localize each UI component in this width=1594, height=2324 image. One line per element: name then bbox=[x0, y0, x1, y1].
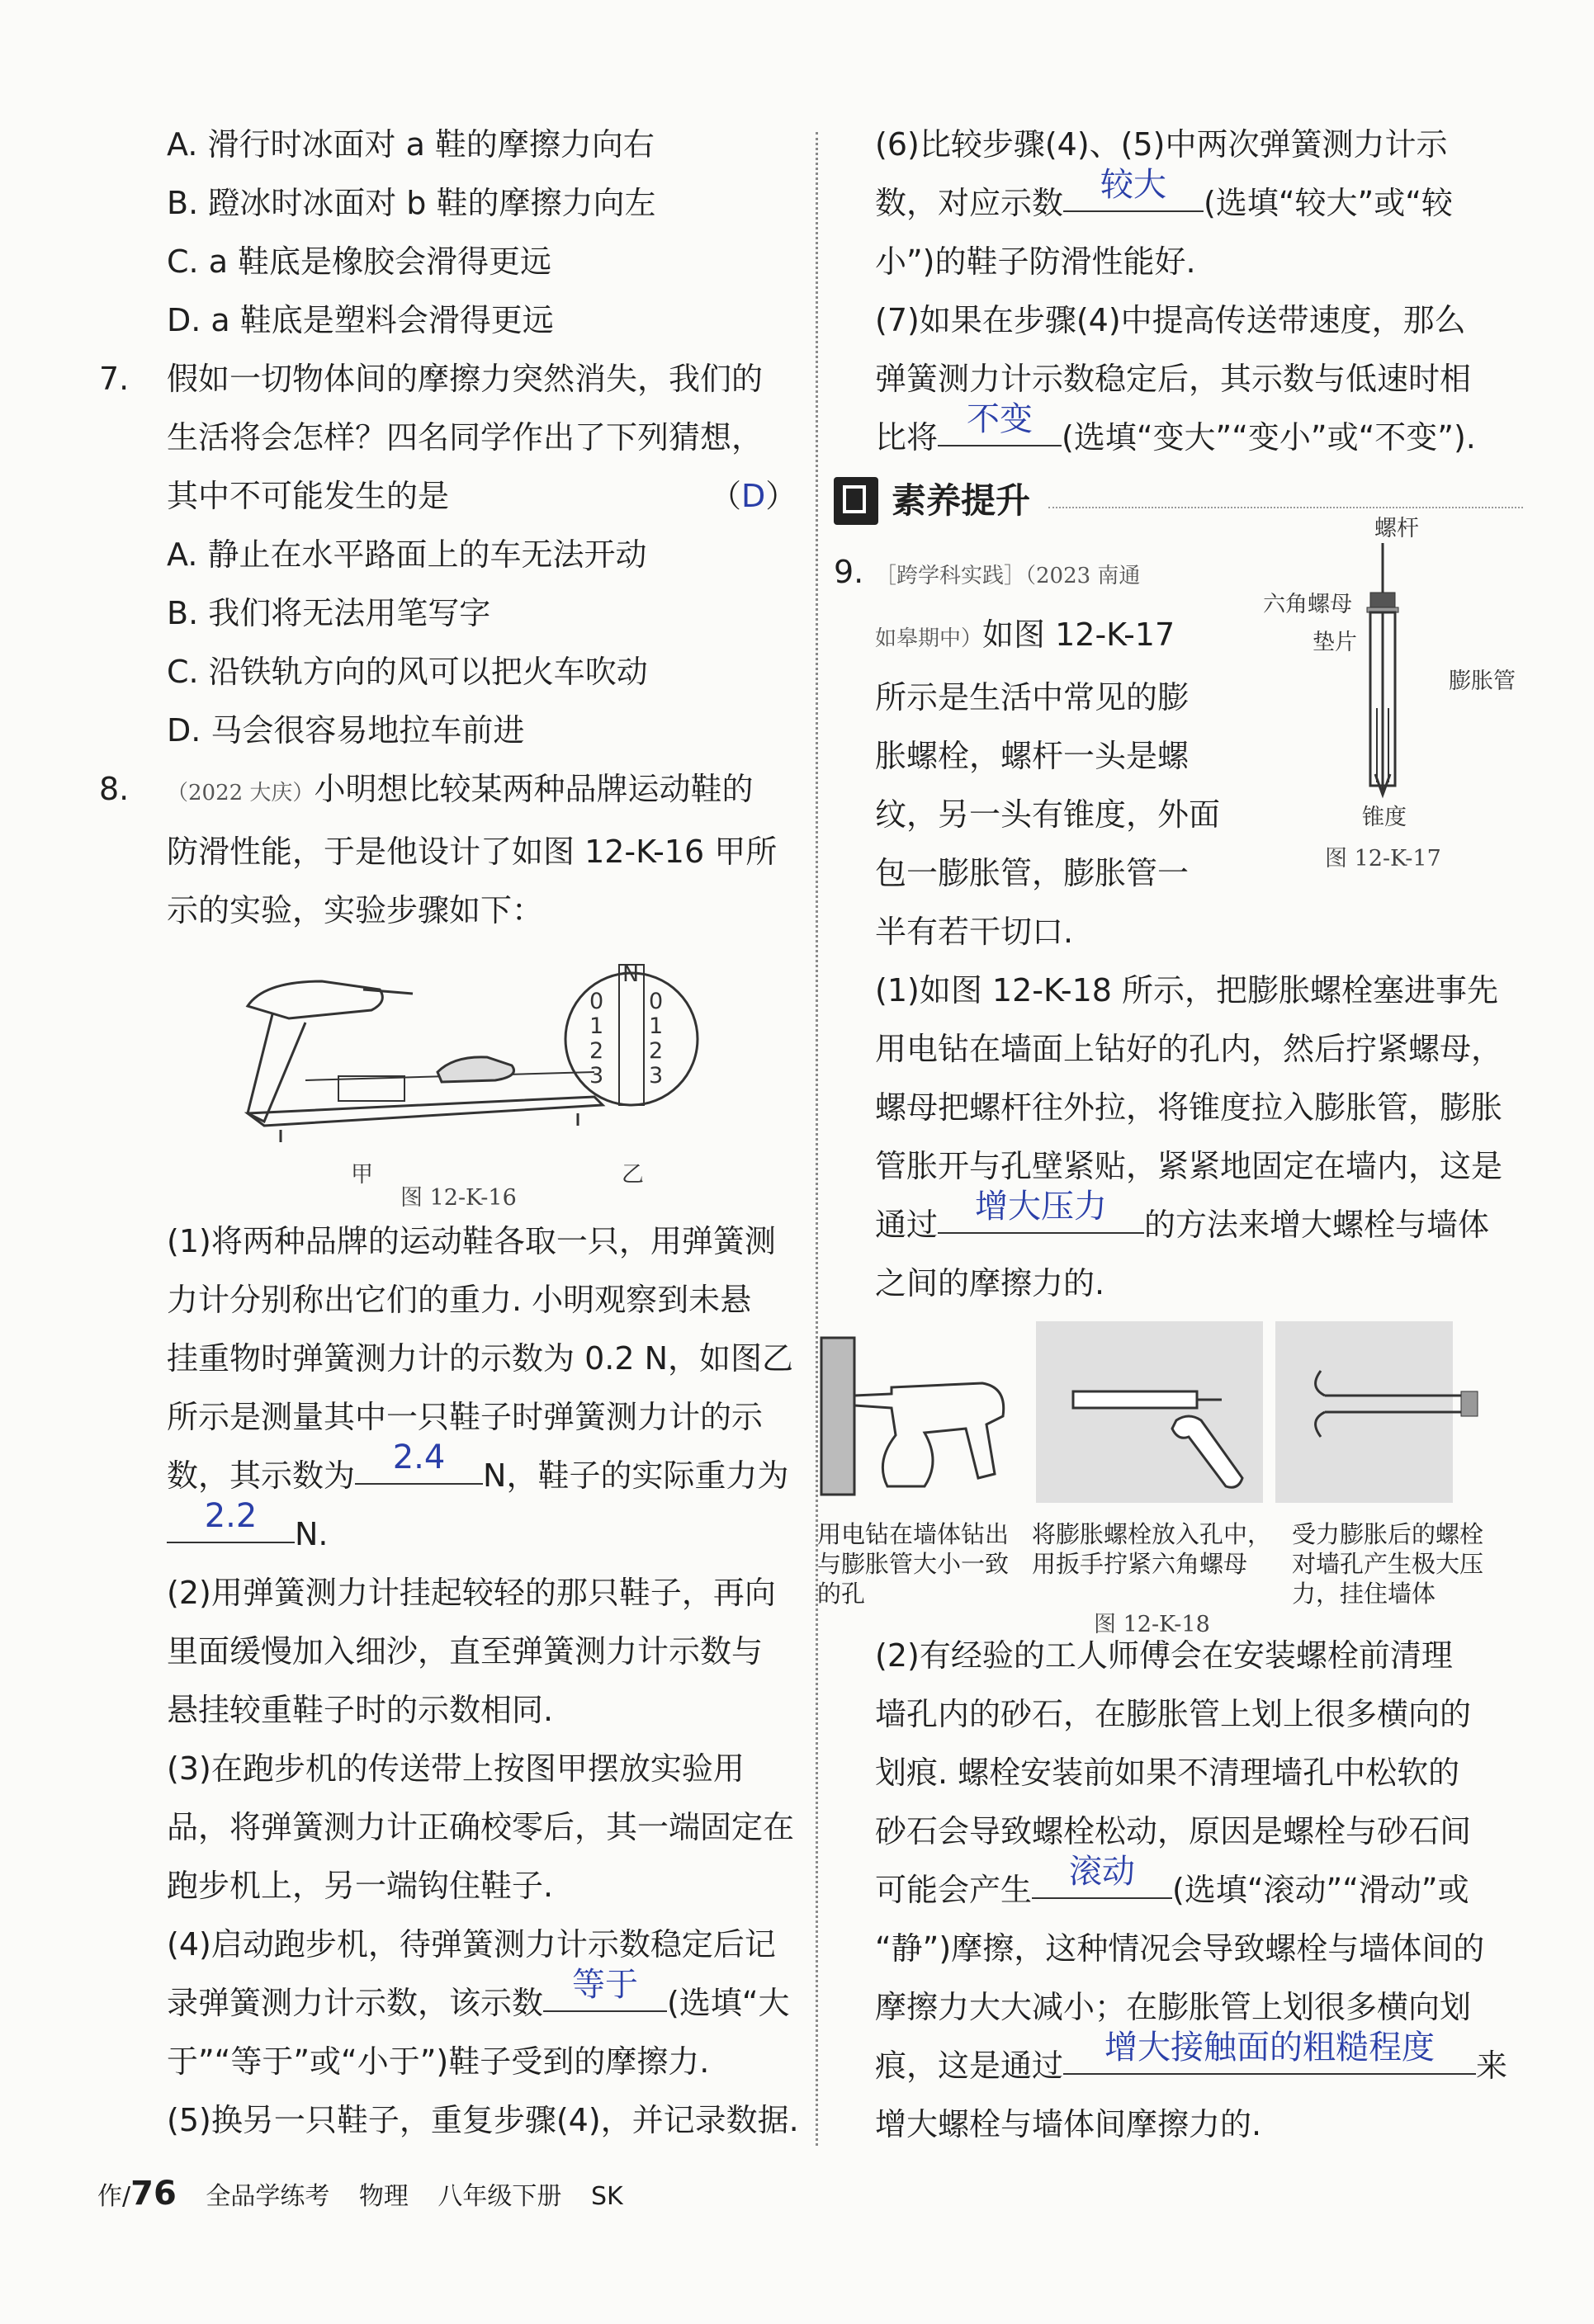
q8-step1-line-2: 力计分别称出它们的重力. 小明观察到未悬 bbox=[167, 1282, 752, 1318]
label-dianpian: 垫片 bbox=[1313, 630, 1357, 655]
wrench-illustration bbox=[1036, 1321, 1263, 1511]
footer-edition: SK bbox=[590, 2182, 623, 2211]
q8-step3-line-3: 跑步机上，另一端钩住鞋子. bbox=[167, 1868, 554, 1904]
q9-line-5: 纹，另一头有锥度，外面 bbox=[875, 796, 1221, 833]
answer-unchanged: 不变 bbox=[967, 400, 1033, 438]
footer-subject: 物理 bbox=[358, 2182, 409, 2211]
figure-12-k-17 bbox=[1263, 510, 1535, 873]
q8-step4-line-3: 于”“等于”或“小于”)鞋子受到的摩擦力. bbox=[167, 2043, 710, 2080]
q9-line-1: 9. ［跨学科实践］（2023 南通 bbox=[834, 543, 1523, 606]
answer-equal: 等于 bbox=[572, 1966, 639, 2004]
q8-step1-line-1: (1)将两种品牌的运动鞋各取一只，用弹簧测 bbox=[167, 1223, 776, 1259]
q9-p1-line-5: 通过 增大压力 的方法来增大螺栓与墙体 bbox=[875, 1188, 1490, 1243]
fig18-text-2: 将膨胀螺栓放入孔中， 用扳手拧紧六角螺母 bbox=[1032, 1520, 1272, 1578]
figure-label-yi: 乙 bbox=[622, 1162, 644, 1188]
expanded-bolt-illustration bbox=[1275, 1321, 1482, 1511]
q8-source: （2022 大庆） bbox=[167, 781, 315, 805]
q7-line-2: 生活将会怎样？四名同学作出了下列猜想， bbox=[167, 419, 764, 456]
q8-step1-line-5: 数，其示数为 2.4 N，鞋子的实际重力为 bbox=[167, 1438, 789, 1494]
drill-illustration bbox=[817, 1330, 1028, 1503]
q7-option-b: B. 我们将无法用笔写字 bbox=[167, 595, 491, 631]
q9-line-6: 包一膨胀管，膨胀管一 bbox=[875, 855, 1190, 891]
label-luogan: 螺杆 bbox=[1374, 516, 1419, 541]
fig18-text-3: 受力膨胀后的螺栓 对墙孔产生极大压 力，挂住墙体 bbox=[1292, 1520, 1484, 1608]
q8-step7-line-3: 比将 不变 (选填“变大”“变小”或“不变”). bbox=[875, 400, 1476, 456]
page-number: 76 bbox=[130, 2175, 177, 2213]
q8-step3-line-2: 品，将弹簧测力计正确校零后，其一端固定在 bbox=[167, 1809, 795, 1845]
q7-answer-paren: （D） bbox=[710, 478, 797, 514]
q9-p1-line-4: 管胀开与孔壁紧贴，紧紧地固定在墙内，这是 bbox=[875, 1148, 1503, 1184]
answer-blank-increase-pressure[interactable] bbox=[938, 1188, 1144, 1234]
q8-step2-line-2: 里面缓慢加入细沙，直至弹簧测力计示数与 bbox=[167, 1633, 764, 1670]
scale-left-numbers: 0 1 2 3 bbox=[589, 989, 604, 1089]
figure-caption-12-k-18: 图 12-K-18 bbox=[1094, 1612, 1210, 1637]
q9-p1-line-3: 螺母把螺杆往外拉，将锥度拉入膨胀管，膨胀 bbox=[875, 1089, 1503, 1126]
q9-line-3: 所示是生活中常见的膨 bbox=[875, 679, 1190, 716]
q9-line-4: 胀螺栓，螺杆一头是螺 bbox=[875, 738, 1190, 774]
q6-option-c: C. a 鞋底是橡胶会滑得更远 bbox=[167, 243, 552, 280]
column-divider bbox=[816, 132, 818, 2146]
q8-step1-line-4: 所示是测量其中一只鞋子时弹簧测力计的示 bbox=[167, 1399, 764, 1435]
q8-step7-line-2: 弹簧测力计示数稳定后，其示数与低速时相 bbox=[875, 361, 1472, 397]
q9-line-2: 如皋期中）如图 12-K-17 bbox=[875, 616, 1175, 653]
answer-blank-reading[interactable] bbox=[355, 1438, 483, 1485]
answer-roughness: 增大接触面的粗糙程度 bbox=[1104, 2029, 1436, 2067]
q8-line-3: 示的实验，实验步骤如下： bbox=[167, 892, 544, 928]
right-column bbox=[817, 116, 1523, 2154]
q9-line-7: 半有若干切口. bbox=[875, 914, 1074, 950]
q8-step2-line-3: 悬挂较重鞋子时的示数相同. bbox=[167, 1692, 554, 1728]
expansion-bolt-illustration bbox=[1346, 543, 1420, 807]
q9-p1-line-1: (1)如图 12-K-18 所示，把膨胀螺栓塞进事先 bbox=[875, 972, 1499, 1008]
q8-step3-line-1: (3)在跑步机的传送带上按图甲摆放实验用 bbox=[167, 1750, 745, 1787]
q8-step7-line-1: (7)如果在步骤(4)中提高传送带速度，那么 bbox=[875, 302, 1466, 338]
answer-blank-rolling[interactable] bbox=[1032, 1853, 1172, 1899]
scale-unit-label: N bbox=[622, 961, 640, 987]
answer-blank-unchanged[interactable] bbox=[938, 400, 1062, 446]
figure-label-jia: 甲 bbox=[351, 1162, 373, 1188]
section-rule bbox=[1048, 507, 1523, 508]
answer-blank-real-weight[interactable] bbox=[167, 1497, 295, 1543]
section-book-icon bbox=[834, 477, 878, 525]
q9-number: 9. bbox=[834, 554, 864, 590]
q8-step1-line-3: 挂重物时弹簧测力计的示数为 0.2 N，如图乙 bbox=[167, 1340, 794, 1377]
answer-increase-pressure: 增大压力 bbox=[975, 1188, 1108, 1226]
answer-blank-larger[interactable] bbox=[1063, 166, 1204, 212]
q7-option-d: D. 马会很容易地拉车前进 bbox=[167, 712, 525, 749]
figure-12-k-18 bbox=[817, 1313, 1523, 1637]
q7-line-3: 其中不可能发生的是 （D） bbox=[99, 467, 809, 526]
q8-number: 8. bbox=[99, 771, 130, 807]
answer-larger: 较大 bbox=[1100, 166, 1167, 204]
q6-option-a: A. 滑行时冰面对 a 鞋的摩擦力向右 bbox=[167, 126, 655, 163]
label-zhuidu: 锥度 bbox=[1362, 805, 1407, 830]
q9-p2-line-2: 墙孔内的砂石，在膨胀管上划上很多横向的 bbox=[875, 1696, 1472, 1732]
q8-line-1: 8. （2022 大庆）小明想比较某两种品牌运动鞋的 bbox=[99, 760, 809, 823]
q9-p1-line-6: 之间的摩擦力的. bbox=[875, 1265, 1105, 1301]
left-column bbox=[99, 116, 809, 2150]
q8-step4-line-1: (4)启动跑步机，待弹簧测力计示数稳定后记 bbox=[167, 1926, 776, 1963]
q6-option-b: B. 蹬冰时冰面对 b 鞋的摩擦力向左 bbox=[167, 185, 656, 221]
footer-prefix: 作/ bbox=[97, 2182, 131, 2211]
q8-step5: (5)换另一只鞋子，重复步骤(4)，并记录数据. bbox=[167, 2102, 799, 2138]
q8-step6-line-2: 数，对应示数 较大 (选填“较大”或“较 bbox=[875, 166, 1453, 221]
q9-p2-line-1: (2)有经验的工人师傅会在安装螺栓前清理 bbox=[875, 1637, 1453, 1674]
answer-real-weight: 2.2 bbox=[204, 1497, 258, 1535]
q7-option-a: A. 静止在水平路面上的车无法开动 bbox=[167, 536, 647, 573]
page-footer bbox=[97, 2177, 645, 2213]
answer-rolling: 滚动 bbox=[1069, 1853, 1136, 1891]
q8-step6-line-3: 小”)的鞋子防滑性能好. bbox=[875, 243, 1196, 280]
q8-step1-line-6: 2.2 N. bbox=[99, 1505, 809, 1564]
q7-option-c: C. 沿铁轨方向的风可以把火车吹动 bbox=[167, 654, 648, 690]
figure-12-k-16 bbox=[99, 940, 809, 1212]
answer-reading: 2.4 bbox=[392, 1438, 446, 1476]
q8-step6-line-1: (6)比较步骤(4)、(5)中两次弹簧测力计示 bbox=[875, 126, 1448, 163]
figure-caption-12-k-17: 图 12-K-17 bbox=[1325, 846, 1441, 872]
q8-line-2: 防滑性能，于是他设计了如图 12-K-16 甲所 bbox=[167, 834, 778, 870]
q7-answer: D bbox=[741, 478, 766, 514]
q9-p2-line-8: 痕，这是通过 增大接触面的粗糙程度 来 bbox=[875, 2029, 1508, 2084]
figure-caption-12-k-16: 图 12-K-16 bbox=[400, 1185, 517, 1211]
q8-step4-line-2: 录弹簧测力计示数，该示数 等于 (选填“大 bbox=[167, 1966, 790, 2021]
label-pengzhang: 膨胀管 bbox=[1449, 668, 1516, 694]
q9-p2-line-6: “静”)摩擦，这种情况会导致螺栓与墙体间的 bbox=[875, 1930, 1485, 1967]
q7-number: 7. bbox=[99, 361, 130, 397]
q9-p2-line-4: 砂石会导致螺栓松动，原因是螺栓与砂石间 bbox=[875, 1813, 1472, 1849]
section-title: 素养提升 bbox=[892, 480, 1031, 521]
q9-p2-line-7: 摩擦力大大减小；在膨胀管上划很多横向划 bbox=[875, 1989, 1472, 2025]
answer-blank-equal[interactable] bbox=[543, 1966, 667, 2012]
q9-p1-line-2: 用电钻在墙面上钻好的孔内，然后拧紧螺母， bbox=[875, 1031, 1503, 1067]
q7-line-1: 7. 假如一切物体间的摩擦力突然消失，我们的 bbox=[99, 350, 809, 409]
footer-grade: 八年级下册 bbox=[438, 2182, 562, 2211]
q9-intro-block bbox=[834, 516, 1523, 961]
footer-book: 全品学练考 bbox=[206, 2182, 330, 2211]
q9-p2-line-9: 增大螺栓与墙体间摩擦力的. bbox=[875, 2106, 1262, 2142]
q9-p2-line-5: 可能会产生 滚动 (选填“滚动”“滑动”或 bbox=[875, 1853, 1469, 1908]
scale-right-numbers: 0 1 2 3 bbox=[649, 989, 664, 1089]
fig18-text-1: 用电钻在墙体钻出 与膨胀管大小一致 的孔 bbox=[817, 1520, 1010, 1608]
q8-step2-line-1: (2)用弹簧测力计挂起较轻的那只鞋子，再向 bbox=[167, 1575, 776, 1611]
label-liujiao: 六角螺母 bbox=[1263, 592, 1352, 617]
q6-option-d: D. a 鞋底是塑料会滑得更远 bbox=[167, 302, 554, 338]
q9-p2-line-3: 划痕. 螺栓安装前如果不清理墙孔中松软的 bbox=[875, 1755, 1460, 1791]
